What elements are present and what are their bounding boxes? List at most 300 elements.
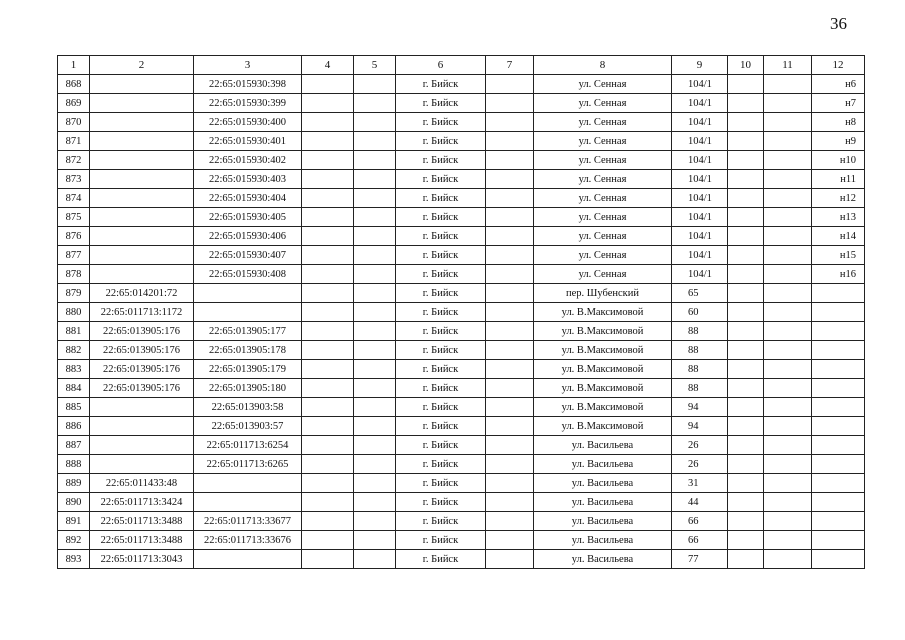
table-cell: н14	[812, 227, 865, 246]
table-cell	[302, 284, 354, 303]
table-cell: ул. Сенная	[534, 227, 672, 246]
table-cell: г. Бийск	[396, 360, 486, 379]
table-cell: ул. Васильева	[534, 531, 672, 550]
table-cell: 885	[58, 398, 90, 417]
table-cell	[354, 303, 396, 322]
table-cell	[194, 550, 302, 569]
table-cell	[486, 531, 534, 550]
table-cell	[486, 94, 534, 113]
table-cell: ул. Сенная	[534, 246, 672, 265]
table-cell	[354, 246, 396, 265]
table-cell	[486, 132, 534, 151]
table-row	[58, 379, 865, 398]
table-cell: 44	[672, 493, 728, 512]
table-cell	[486, 322, 534, 341]
table-cell	[728, 379, 764, 398]
table-cell	[302, 493, 354, 512]
page-number: 36	[830, 14, 847, 33]
table-cell: 26	[672, 436, 728, 455]
table-cell: 22:65:015930:408	[194, 265, 302, 284]
table-cell: 66	[672, 512, 728, 531]
table-cell	[90, 189, 194, 208]
table-cell: н16	[812, 265, 865, 284]
table-cell: 22:65:015930:402	[194, 151, 302, 170]
table-cell	[90, 113, 194, 132]
table-cell	[302, 455, 354, 474]
table-cell: г. Бийск	[396, 189, 486, 208]
table-cell	[90, 132, 194, 151]
table-cell	[354, 550, 396, 569]
table-cell: 65	[672, 284, 728, 303]
table-cell	[354, 512, 396, 531]
table-row	[58, 436, 865, 455]
table-cell: г. Бийск	[396, 227, 486, 246]
table-cell	[194, 303, 302, 322]
table-cell: 104/1	[672, 151, 728, 170]
table-cell: 890	[58, 493, 90, 512]
table-row	[58, 75, 865, 94]
table-row	[58, 246, 865, 265]
column-header: 10	[728, 56, 764, 75]
table-cell	[728, 512, 764, 531]
table-cell: 884	[58, 379, 90, 398]
table-cell: 880	[58, 303, 90, 322]
table-cell: 22:65:015930:403	[194, 170, 302, 189]
table-row	[58, 322, 865, 341]
table-cell: ул. Сенная	[534, 208, 672, 227]
table-cell	[764, 303, 812, 322]
table-cell	[354, 341, 396, 360]
table-cell	[486, 493, 534, 512]
table-cell	[728, 170, 764, 189]
table-cell: 22:65:011713:6265	[194, 455, 302, 474]
table-cell: ул. Сенная	[534, 151, 672, 170]
table-cell	[728, 94, 764, 113]
table-cell	[302, 151, 354, 170]
table-cell	[764, 75, 812, 94]
table-cell	[486, 436, 534, 455]
table-cell	[764, 493, 812, 512]
table-cell: 22:65:015930:407	[194, 246, 302, 265]
table-cell: 870	[58, 113, 90, 132]
table-cell: г. Бийск	[396, 208, 486, 227]
table-row	[58, 512, 865, 531]
table-cell: ул. Сенная	[534, 265, 672, 284]
table-cell	[90, 227, 194, 246]
table-cell: 88	[672, 360, 728, 379]
table-cell	[812, 284, 865, 303]
column-header: 3	[194, 56, 302, 75]
table-cell: ул. В.Максимовой	[534, 398, 672, 417]
table-cell	[728, 75, 764, 94]
table-cell: н9	[812, 132, 865, 151]
table-cell	[764, 360, 812, 379]
table-cell: 881	[58, 322, 90, 341]
table-cell: 104/1	[672, 75, 728, 94]
table-cell	[728, 417, 764, 436]
table-cell: н10	[812, 151, 865, 170]
table-cell: н6	[812, 75, 865, 94]
table-cell: 104/1	[672, 227, 728, 246]
table-cell: г. Бийск	[396, 512, 486, 531]
table-cell	[354, 189, 396, 208]
column-header: 7	[486, 56, 534, 75]
table-cell	[302, 227, 354, 246]
table-cell: 888	[58, 455, 90, 474]
table-cell	[354, 455, 396, 474]
table-cell	[354, 265, 396, 284]
table-cell: ул. Сенная	[534, 94, 672, 113]
table-cell	[302, 265, 354, 284]
table-cell	[812, 531, 865, 550]
table-cell	[486, 512, 534, 531]
table-cell: ул. В.Максимовой	[534, 322, 672, 341]
table-cell	[486, 246, 534, 265]
table-cell	[90, 265, 194, 284]
table-cell	[486, 455, 534, 474]
table-cell: 22:65:013905:176	[90, 360, 194, 379]
table-cell	[728, 151, 764, 170]
table-cell	[354, 531, 396, 550]
table-cell	[194, 474, 302, 493]
table-cell: 882	[58, 341, 90, 360]
table-cell: г. Бийск	[396, 113, 486, 132]
table-row	[58, 170, 865, 189]
table-cell: ул. Сенная	[534, 132, 672, 151]
column-header: 9	[672, 56, 728, 75]
table-cell	[728, 493, 764, 512]
table-cell: 104/1	[672, 189, 728, 208]
table-row	[58, 227, 865, 246]
table-cell: ул. Сенная	[534, 75, 672, 94]
table-cell	[354, 208, 396, 227]
table-cell	[728, 341, 764, 360]
table-cell	[354, 398, 396, 417]
table-cell	[90, 246, 194, 265]
table-cell	[764, 512, 812, 531]
table-cell	[728, 189, 764, 208]
table-row	[58, 265, 865, 284]
table-cell: 22:65:015930:405	[194, 208, 302, 227]
table-cell	[354, 227, 396, 246]
table-cell	[486, 75, 534, 94]
table-cell: 22:65:015930:406	[194, 227, 302, 246]
table-cell	[812, 379, 865, 398]
table-cell	[90, 398, 194, 417]
table-cell	[728, 531, 764, 550]
table-cell: г. Бийск	[396, 398, 486, 417]
table-cell	[90, 417, 194, 436]
table-cell: ул. Васильева	[534, 474, 672, 493]
table-cell: 22:65:013905:177	[194, 322, 302, 341]
table-cell	[354, 474, 396, 493]
table-cell	[812, 360, 865, 379]
table-cell: г. Бийск	[396, 550, 486, 569]
table-cell: 22:65:013905:180	[194, 379, 302, 398]
table-cell: 22:65:013905:179	[194, 360, 302, 379]
table-cell	[486, 341, 534, 360]
table-cell	[302, 170, 354, 189]
table-cell	[812, 436, 865, 455]
table-row	[58, 474, 865, 493]
table-row	[58, 341, 865, 360]
table-cell: 22:65:015930:398	[194, 75, 302, 94]
table-cell	[302, 208, 354, 227]
table-cell	[354, 170, 396, 189]
table-cell: 66	[672, 531, 728, 550]
table-cell	[728, 360, 764, 379]
table-row	[58, 132, 865, 151]
column-header: 1	[58, 56, 90, 75]
table-cell	[764, 455, 812, 474]
table-cell	[486, 284, 534, 303]
table-cell	[354, 417, 396, 436]
table-cell	[486, 303, 534, 322]
table-cell: ул. Васильева	[534, 512, 672, 531]
table-cell	[302, 474, 354, 493]
table-cell: 22:65:015930:401	[194, 132, 302, 151]
table-cell: 871	[58, 132, 90, 151]
table-cell	[728, 303, 764, 322]
table-cell	[812, 493, 865, 512]
table-cell: 22:65:011713:3488	[90, 531, 194, 550]
table-cell: г. Бийск	[396, 417, 486, 436]
table-cell: 104/1	[672, 265, 728, 284]
table-cell	[486, 227, 534, 246]
table-cell	[486, 417, 534, 436]
table-cell	[812, 474, 865, 493]
register-table	[57, 55, 865, 569]
table-cell: н8	[812, 113, 865, 132]
table-cell: 892	[58, 531, 90, 550]
table-cell: 893	[58, 550, 90, 569]
table-row	[58, 208, 865, 227]
table-row	[58, 284, 865, 303]
table-cell	[764, 550, 812, 569]
table-cell	[812, 455, 865, 474]
table-cell	[302, 189, 354, 208]
table-cell	[302, 75, 354, 94]
table-cell: 22:65:013905:178	[194, 341, 302, 360]
table-cell	[354, 493, 396, 512]
table-cell	[764, 113, 812, 132]
table-cell	[302, 550, 354, 569]
table-cell	[354, 151, 396, 170]
table-cell: 22:65:011713:1172	[90, 303, 194, 322]
table-cell	[302, 132, 354, 151]
table-cell	[486, 379, 534, 398]
table-cell: г. Бийск	[396, 94, 486, 113]
table-cell	[812, 322, 865, 341]
table-cell	[764, 379, 812, 398]
table-cell	[764, 151, 812, 170]
table-cell: 31	[672, 474, 728, 493]
table-cell: 878	[58, 265, 90, 284]
table-cell	[486, 474, 534, 493]
table-cell: 88	[672, 341, 728, 360]
table-row	[58, 417, 865, 436]
table-cell: ул. Сенная	[534, 113, 672, 132]
table-cell	[194, 284, 302, 303]
table-cell	[764, 322, 812, 341]
table-cell	[728, 474, 764, 493]
table-cell	[728, 246, 764, 265]
table-cell: 26	[672, 455, 728, 474]
table-cell	[302, 303, 354, 322]
table-cell	[728, 208, 764, 227]
table-cell: 104/1	[672, 113, 728, 132]
table-cell: 94	[672, 398, 728, 417]
table-cell: г. Бийск	[396, 151, 486, 170]
table-row	[58, 303, 865, 322]
table-cell: 88	[672, 322, 728, 341]
table-cell: 22:65:011433:48	[90, 474, 194, 493]
table-cell: ул. В.Максимовой	[534, 417, 672, 436]
table-cell: 22:65:011713:3043	[90, 550, 194, 569]
table-cell	[764, 208, 812, 227]
table-cell: 22:65:015930:400	[194, 113, 302, 132]
table-row	[58, 550, 865, 569]
table-cell: 60	[672, 303, 728, 322]
table-row	[58, 455, 865, 474]
table-cell	[486, 170, 534, 189]
table-cell	[764, 341, 812, 360]
table-cell	[486, 398, 534, 417]
table-cell	[764, 531, 812, 550]
table-cell: н13	[812, 208, 865, 227]
table-row	[58, 360, 865, 379]
table-cell: 22:65:011713:6254	[194, 436, 302, 455]
table-cell	[194, 493, 302, 512]
table-cell: ул. В.Максимовой	[534, 360, 672, 379]
table-cell: 104/1	[672, 170, 728, 189]
table-cell	[728, 455, 764, 474]
table-cell: 22:65:015930:399	[194, 94, 302, 113]
table-cell	[728, 398, 764, 417]
table-cell	[302, 94, 354, 113]
table-cell	[354, 322, 396, 341]
table-cell	[764, 170, 812, 189]
table-cell	[486, 208, 534, 227]
table-cell: 104/1	[672, 94, 728, 113]
table-cell: пер. Шубенский	[534, 284, 672, 303]
table-cell: н15	[812, 246, 865, 265]
table-cell	[486, 265, 534, 284]
table-cell: 879	[58, 284, 90, 303]
table-row	[58, 398, 865, 417]
table-cell	[90, 455, 194, 474]
table-cell: 104/1	[672, 132, 728, 151]
table-header-row	[58, 56, 865, 75]
table-cell	[812, 303, 865, 322]
column-header: 11	[764, 56, 812, 75]
column-header: 4	[302, 56, 354, 75]
table-cell: 869	[58, 94, 90, 113]
table-cell: г. Бийск	[396, 322, 486, 341]
table-cell: н7	[812, 94, 865, 113]
table-cell	[728, 265, 764, 284]
table-cell	[302, 379, 354, 398]
table-cell	[354, 360, 396, 379]
table-cell: г. Бийск	[396, 531, 486, 550]
table-cell: г. Бийск	[396, 246, 486, 265]
table-cell	[302, 322, 354, 341]
table-cell	[354, 436, 396, 455]
column-header: 2	[90, 56, 194, 75]
table-cell: ул. Сенная	[534, 189, 672, 208]
table-cell	[486, 360, 534, 379]
table-cell	[764, 417, 812, 436]
table-cell	[486, 550, 534, 569]
table-cell	[354, 75, 396, 94]
table-cell	[486, 113, 534, 132]
table-cell: 88	[672, 379, 728, 398]
table-cell	[302, 398, 354, 417]
table-row	[58, 151, 865, 170]
table-cell: г. Бийск	[396, 265, 486, 284]
table-cell: 22:65:011713:33676	[194, 531, 302, 550]
table-cell: 872	[58, 151, 90, 170]
table-cell	[354, 94, 396, 113]
table-cell	[302, 436, 354, 455]
table-cell	[764, 436, 812, 455]
table-cell: г. Бийск	[396, 379, 486, 398]
table-cell	[354, 132, 396, 151]
table-cell	[764, 189, 812, 208]
table-cell: 104/1	[672, 246, 728, 265]
column-header: 6	[396, 56, 486, 75]
table-cell	[302, 113, 354, 132]
table-cell: 883	[58, 360, 90, 379]
table-cell	[728, 132, 764, 151]
table-cell: г. Бийск	[396, 455, 486, 474]
table-cell	[764, 265, 812, 284]
table-cell: 873	[58, 170, 90, 189]
table-cell	[812, 417, 865, 436]
table-cell: н12	[812, 189, 865, 208]
table-cell: г. Бийск	[396, 75, 486, 94]
table-row	[58, 189, 865, 208]
table-cell	[90, 170, 194, 189]
table-cell	[764, 132, 812, 151]
table-cell	[728, 227, 764, 246]
table-cell: г. Бийск	[396, 436, 486, 455]
table-cell: 22:65:011713:3488	[90, 512, 194, 531]
table-cell: ул. Васильева	[534, 550, 672, 569]
table-cell: ул. Васильева	[534, 493, 672, 512]
table-cell	[354, 113, 396, 132]
table-cell: 22:65:013903:58	[194, 398, 302, 417]
table-cell: 889	[58, 474, 90, 493]
table-cell: 22:65:013905:176	[90, 341, 194, 360]
column-header: 12	[812, 56, 865, 75]
table-cell: 22:65:013903:57	[194, 417, 302, 436]
table-cell: 886	[58, 417, 90, 436]
table-cell: 22:65:015930:404	[194, 189, 302, 208]
table-cell	[728, 113, 764, 132]
table-cell: г. Бийск	[396, 493, 486, 512]
table-cell: 875	[58, 208, 90, 227]
table-row	[58, 113, 865, 132]
column-header: 5	[354, 56, 396, 75]
table-row	[58, 94, 865, 113]
table-body	[58, 75, 865, 569]
table-cell	[90, 208, 194, 227]
table-cell	[812, 550, 865, 569]
table-cell	[812, 512, 865, 531]
table-cell: г. Бийск	[396, 170, 486, 189]
table-cell	[302, 360, 354, 379]
